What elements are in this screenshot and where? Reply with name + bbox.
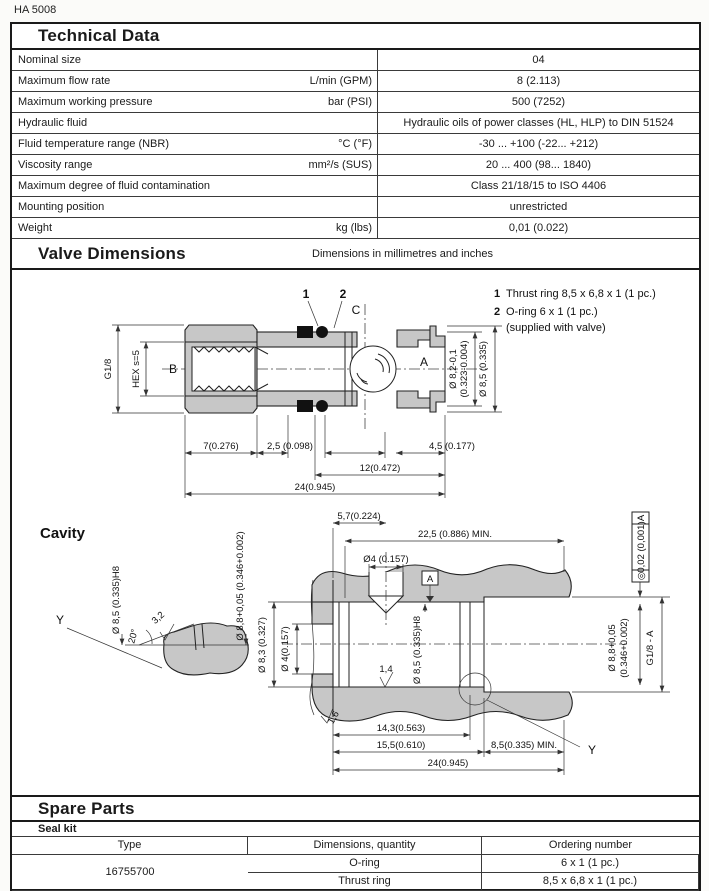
row-unit: L/min (GPM) <box>309 75 372 87</box>
dim-24-cavity-label: 24(0.945) <box>427 758 469 769</box>
hex-dim-label: HEX s=5 <box>131 350 142 388</box>
row-value: 8 (2.113) <box>516 75 561 87</box>
y-right-label: Y <box>587 743 597 757</box>
dim-8-5-min-label: 8,5(0.335) MIN. <box>491 740 557 751</box>
dim-7-label: 7(0.276) <box>203 441 239 452</box>
dim-2-5-label: 2,5 (0.098) <box>267 441 313 452</box>
row-unit: kg (lbs) <box>335 222 372 234</box>
valve-and-cavity-drawing <box>12 270 700 795</box>
spare-row-dims: 8,5 x 6,8 x 1 (1 pc.) <box>482 873 699 891</box>
spare-row-type: Thrust ring <box>248 873 482 891</box>
row-label: Weight <box>18 222 53 234</box>
dim-24-label: 24(0.945) <box>294 482 336 493</box>
doc-code: HA 5008 <box>14 4 57 16</box>
technical-data-title: Technical Data <box>38 26 160 45</box>
table-row <box>12 155 699 176</box>
note-2-num: 2 <box>494 306 501 318</box>
valve-notes <box>494 288 656 334</box>
seal-kit-subheader: Seal kit <box>12 822 699 837</box>
dimensions-note: Dimensions in millimetres and inches <box>312 247 493 260</box>
dim-d83-label: Ø 8,3 (0.327) <box>257 617 268 673</box>
valve-seat-block-top <box>397 330 430 347</box>
ordering-number: 16755700 <box>12 855 248 891</box>
dim-14-3-label: 14,3(0.563) <box>376 723 426 734</box>
technical-data-table <box>12 50 699 239</box>
thrust-ring-bottom <box>297 400 313 412</box>
technical-drawing-area <box>12 270 699 795</box>
table-row <box>12 92 699 113</box>
table-row <box>12 197 699 218</box>
dim-d4-top-label: Ø4 (0.157) <box>363 554 409 565</box>
d85-dim-label: Ø 8,5 (0.335) <box>478 341 489 397</box>
table-row <box>12 134 699 155</box>
dim-4-5-label: 4,5 (0.177) <box>429 441 475 452</box>
note-2-text: O-ring 6 x 1 (1 pc.) <box>506 306 598 318</box>
fcf-datum-label: A <box>636 514 647 522</box>
row-unit: bar (PSI) <box>327 96 372 108</box>
y-detail-label: Y <box>55 613 65 627</box>
column-header-dimensions: Dimensions, quantity <box>248 837 482 855</box>
spare-parts-title: Spare Parts <box>38 798 135 818</box>
g18-dim-label: G1/8 <box>103 358 114 380</box>
callout-2: 2 <box>339 287 347 301</box>
row-label: Fluid temperature range (NBR) <box>18 138 170 150</box>
dim-12-label: 12(0.472) <box>359 463 401 474</box>
angle-20-label: 20° <box>126 627 141 645</box>
section-c-label: C <box>351 303 361 317</box>
note-1-text: Thrust ring 8,5 x 6,8 x 1 (1 pc.) <box>506 288 656 300</box>
callout-1: 1 <box>302 287 310 301</box>
cavity-y-detail-view <box>56 531 249 675</box>
dim-15-5-label: 15,5(0.610) <box>376 740 426 751</box>
table-row <box>12 71 699 92</box>
d85h8-left-label: Ø 8,5 (0.335)H8 <box>111 565 122 635</box>
row-label: Maximum degree of fluid contamination <box>18 180 210 192</box>
row-value: 20 ... 400 (98... 1840) <box>485 159 592 171</box>
row-label: Viscosity range <box>18 159 93 171</box>
spare-row-dims: 6 x 1 (1 pc.) <box>482 855 699 873</box>
table-row <box>12 218 699 239</box>
spare-row-type: O-ring <box>248 855 482 873</box>
d82-dim-label: Ø 8,2-0,1 <box>448 349 459 389</box>
port-a-label: A <box>419 355 429 369</box>
roughness-1-6-label: 1,6 <box>325 709 342 727</box>
row-value: -30 ... +100 (-22... +212) <box>478 138 599 150</box>
cavity-dimensions <box>257 511 670 775</box>
dim-d85h8-mid-label: Ø 8,5 (0.335)H8 <box>412 615 423 685</box>
row-value: 04 <box>532 54 545 66</box>
row-unit: mm²/s (SUS) <box>308 159 372 171</box>
row-value: unrestricted <box>509 201 568 213</box>
cavity-step-top-left <box>312 602 333 624</box>
fcf-value-label: 0,02 (0,001) <box>636 521 647 573</box>
table-row <box>12 113 699 134</box>
roughness-3-2-label: 3,2 <box>149 609 167 627</box>
valve-end-cap-top <box>430 326 445 347</box>
valve-seat-block-bottom <box>397 391 430 408</box>
d88-left-label: Ø 8,8+0,05 (0.346+0.002) <box>235 531 246 641</box>
roughness-1-4-label: 1,4 <box>379 664 393 675</box>
valve-thread-bore <box>192 347 255 391</box>
row-value: Class 21/18/15 to ISO 4406 <box>470 180 607 192</box>
valve-drawing <box>103 287 656 498</box>
note-1-num: 1 <box>494 288 501 300</box>
dim-d88-right-inch-label: (0.346+0.002) <box>619 618 630 678</box>
d82-inch-label: (0.323-0.004) <box>459 340 470 398</box>
row-value: 0,01 (0.022) <box>508 222 569 234</box>
callout-1-leader <box>308 301 318 326</box>
row-label: Hydraulic fluid <box>18 117 88 129</box>
dim-g18a-label: G1/8 - A <box>645 630 656 666</box>
datum-a-label: A <box>426 574 434 585</box>
row-label: Maximum working pressure <box>18 96 153 108</box>
spare-parts-table <box>12 837 699 891</box>
valve-bottom-dimensions <box>185 415 475 498</box>
content-frame <box>10 22 701 891</box>
dim-22-5-label: 22,5 (0.886) MIN. <box>418 529 492 540</box>
valve-dimensions-title: Valve Dimensions <box>38 243 186 263</box>
port-b-label: B <box>168 362 178 376</box>
valve-dimensions-header <box>12 239 699 270</box>
note-3-text: (supplied with valve) <box>506 322 606 334</box>
cavity-step-bottom-left <box>312 674 333 687</box>
row-unit: °C (°F) <box>338 138 372 150</box>
valve-end-cap-bottom <box>430 391 445 412</box>
row-label: Nominal size <box>18 54 81 66</box>
row-value: Hydraulic oils of power classes (HL, HLP) to DIN 51524 <box>403 117 674 129</box>
cavity-body-bottom <box>312 687 572 721</box>
thrust-ring-top <box>297 326 313 338</box>
table-row <box>12 176 699 197</box>
row-value: 500 (7252) <box>511 96 566 108</box>
dim-d4-left-label: Ø 4(0.157) <box>280 626 291 672</box>
o-ring-bottom <box>316 400 328 412</box>
callout-2-leader <box>334 301 342 328</box>
fcf-symbol: ◎ <box>636 571 647 581</box>
table-row <box>12 50 699 71</box>
cavity-body-top <box>312 565 571 602</box>
row-label: Mounting position <box>18 201 105 213</box>
column-header-type: Type <box>12 837 248 855</box>
dim-d88-right-label: Ø 8,8+0,05 <box>607 624 618 672</box>
technical-data-header <box>12 24 699 50</box>
cavity-title: Cavity <box>40 525 86 542</box>
o-ring-top <box>316 326 328 338</box>
row-label: Maximum flow rate <box>18 75 111 87</box>
column-header-ordering: Ordering number <box>482 837 699 855</box>
dim-5-7-label: 5,7(0.224) <box>337 511 381 522</box>
spare-parts-header <box>12 795 699 822</box>
cavity-drawing <box>40 511 670 775</box>
